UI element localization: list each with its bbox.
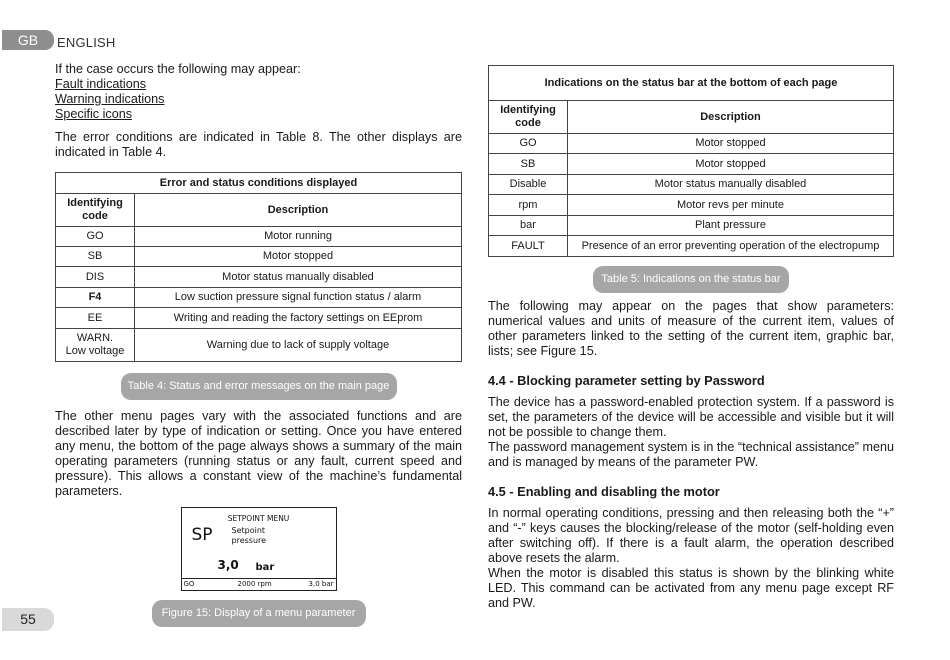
table-row [56,329,462,362]
row-code: SB [56,247,135,267]
column-header-code: Identifying code [489,101,568,134]
row-description: Motor revs per minute [568,195,894,216]
figure-unit: bar [255,562,275,573]
column-header-code: Identifying code [56,194,135,227]
row-code-line2: Low voltage [65,345,125,357]
link-specific-icons[interactable]: Specific icons [55,107,132,121]
table-row [489,216,894,236]
column-header-description: Description [568,101,894,134]
table-title: Indications on the status bar at the bottom of each page [489,66,894,101]
row-description: Motor status manually disabled [568,175,894,195]
row-description: Motor running [135,227,462,247]
figure-sp-label: SP [191,525,213,545]
section-heading-password: 4.4 - Blocking parameter setting by Password [488,373,765,388]
parameters-paragraph: The following may appear on the pages that show parameters: numerical values and units of measure of the current item, values of other parameters linked to the setting of the current item, graphic bar, lists; see Figure 15. [488,299,894,358]
motor-paragraph-1: In normal operating conditions, pressing and then releasing both the “+” and “-” keys causes the blocking/release of the motor (self-holding even after switching off). If there is a fault alarm, the operation described above resets the alarm. [488,506,894,565]
row-code: GO [489,134,568,154]
language-name: ENGLISH [57,35,116,50]
column-header-description: Description [135,194,462,227]
table-row [489,175,894,195]
row-description: Motor stopped [135,247,462,267]
figure-label-line1: Setpoint [231,526,266,535]
table-row [56,288,462,308]
link-fault-indications[interactable]: Fault indications [55,77,147,91]
password-paragraph-2: The password management system is in the “technical assistance” menu and is managed by means of the parameter PW. [488,440,894,469]
left-column [55,62,462,627]
status-error-table [55,172,462,362]
table4-caption: Table 4: Status and error messages on the main page [121,373,397,400]
row-code: EE [56,308,135,329]
section-heading-motor: 4.5 - Enabling and disabling the motor [488,484,720,499]
link-warning-indications[interactable]: Warning indications [55,92,165,106]
row-code: FAULT [489,236,568,257]
table-row [489,154,894,175]
page-number: 55 [2,608,54,631]
table-row [489,236,894,257]
row-description: Low suction pressure signal function status / alarm [135,288,462,308]
figure-rpm: 2000 rpm [237,580,272,588]
row-code: F4 [56,288,135,308]
table-row [489,195,894,216]
right-column [488,65,894,611]
table-row [56,308,462,329]
table-row [489,134,894,154]
intro-text: If the case occurs the following may appear: [55,62,301,76]
row-description: Writing and reading the factory settings on EEprom [135,308,462,329]
figure-menu-title: SETPOINT MENU [227,514,290,523]
status-bar-table [488,65,894,257]
figure-label-line2: pressure [231,536,267,545]
row-code: Disable [489,175,568,195]
password-paragraph-1: The device has a password-enabled protection system. If a password is set, the parameters of the device will be accessible and visible but it will not be possible to change them. [488,395,894,439]
table-row [56,227,462,247]
row-code: DIS [56,267,135,288]
display-figure [181,507,337,591]
row-description: Motor stopped [568,134,894,154]
row-description: Motor stopped [568,154,894,175]
row-description: Warning due to lack of supply voltage [135,329,462,362]
figure-status: GO [183,580,195,588]
error-conditions-paragraph: The error conditions are indicated in Table 8. The other displays are indicated in Table 4. [55,130,462,159]
figure-pressure: 3,0 bar [308,580,334,588]
figure-value: 3,0 [217,558,239,572]
row-code: rpm [489,195,568,216]
row-description: Plant pressure [568,216,894,236]
figure15-caption: Figure 15: Display of a menu parameter [152,600,366,627]
row-code: GO [56,227,135,247]
row-description: Presence of an error preventing operation of the electropump [568,236,894,257]
language-tab: GB [2,30,54,50]
figure-parameter-label [232,526,267,546]
table-title: Error and status conditions displayed [56,173,462,194]
menu-pages-paragraph: The other menu pages vary with the associated functions and are described later by type of indication or setting. Once you have entered any menu, the bottom of the page always shows a summary of the main operating parameters (running status or any fault, current speed and pressure). This allows a constant view of the machine’s fundamental parameters. [55,409,462,498]
row-code-line1: WARN. [76,332,114,344]
motor-paragraph-2: When the motor is disabled this status is shown by the blinking white LED. This command can be activated from any menu page except RF and PW. [488,566,894,610]
row-code: SB [489,154,568,175]
row-code: bar [489,216,568,236]
row-code [56,329,135,362]
figure-status-bar [182,578,336,590]
table-row [56,267,462,288]
row-description: Motor status manually disabled [135,267,462,288]
table-row [56,247,462,267]
table5-caption: Table 5: Indications on the status bar [593,266,789,293]
